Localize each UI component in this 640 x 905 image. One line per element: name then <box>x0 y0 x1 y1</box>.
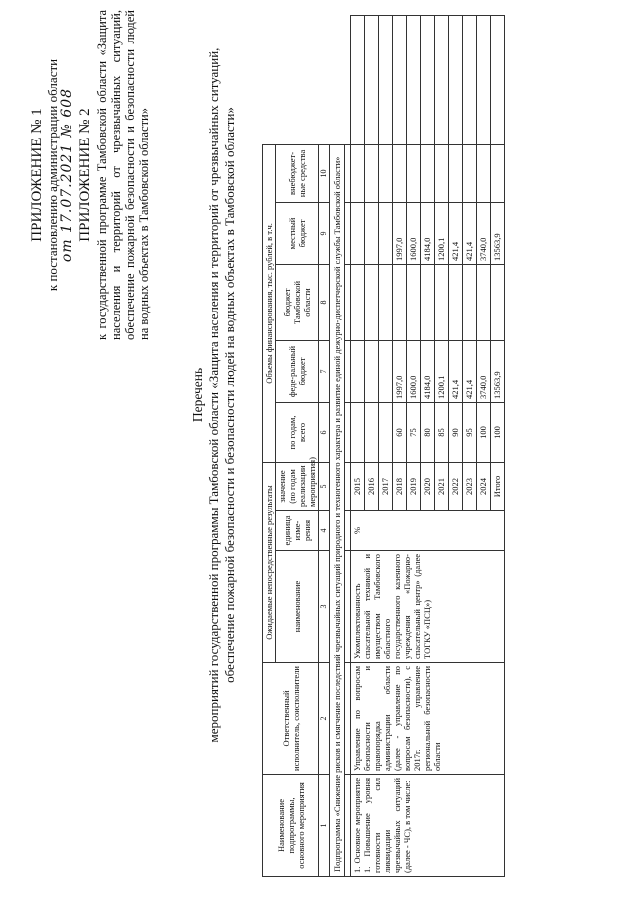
header-col10: внебюджет-ные средства <box>276 144 319 202</box>
measure-name: 1. Основное мероприятие 1. Повышение уровня готовности сил ликвидации чрезвычайных ситуаций (далее - ЧС), в том числе: <box>351 775 505 877</box>
cell-local <box>379 144 393 202</box>
appendix-title: ПРИЛОЖЕНИЕ № 1 <box>29 108 45 242</box>
cell-year: 2020 <box>421 462 435 510</box>
header-col2: Ответственный исполнитель, соисполнители <box>263 663 319 775</box>
col-number: 2 <box>319 663 330 775</box>
col-number: 10 <box>319 144 330 202</box>
header-col4: единица изме-рения <box>276 511 319 551</box>
cell-value: 90 <box>449 402 463 462</box>
cell-local <box>491 144 505 202</box>
header-results: Ожидаемые непосредственные результаты <box>263 462 276 662</box>
cell-extrabudget <box>351 16 365 145</box>
cell-extrabudget <box>477 16 491 145</box>
header-col5: значение (по годам реализации мероприятия) <box>276 462 319 510</box>
cell-year: 2022 <box>449 462 463 510</box>
title-line-1: Перечень <box>190 367 205 423</box>
cell-year: 2015 <box>351 462 365 510</box>
cell-federal <box>491 264 505 340</box>
cell-extrabudget <box>379 16 393 145</box>
cell-extrabudget <box>463 16 477 145</box>
cell-local <box>351 144 365 202</box>
cell-total: 421,4 <box>449 340 463 402</box>
cell-extrabudget <box>421 16 435 145</box>
appendix-text: к государственной программе Тамбовской области «Защита населения и территорий от чрезвычайных ситуаций, обеспечение пожарной безопасности и безопасности людей на водных объектах в Тамбовской области» <box>95 10 151 340</box>
cell-value: 80 <box>421 402 435 462</box>
col-number: 7 <box>319 340 330 402</box>
cell-total <box>351 340 365 402</box>
header-col8: бюджет Тамбовской области <box>276 264 319 340</box>
cell-local <box>449 144 463 202</box>
cell-total: 4184,0 <box>421 340 435 402</box>
cell-regional: 1600,0 <box>407 202 421 264</box>
document-title <box>190 25 238 765</box>
cell-value: 100 <box>477 402 491 462</box>
cell-total: 421,4 <box>463 340 477 402</box>
indicator-name: Укомплектованность спасательной техникой и имуществом Тамбовского областного государственного казенного учреждения «Пожарно-спасательный центр» (далее ТОГКУ «ПСЦ») <box>351 551 505 663</box>
cell-year: 2017 <box>379 462 393 510</box>
cell-year: 2021 <box>435 462 449 510</box>
appendix-handwritten-date: от 17.07.2021 № 608 <box>59 87 75 263</box>
cell-total: 1600,0 <box>407 340 421 402</box>
cell-extrabudget <box>393 16 407 145</box>
cell-total <box>365 340 379 402</box>
col-number: 4 <box>319 511 330 551</box>
cell-year: 2024 <box>477 462 491 510</box>
cell-federal <box>463 264 477 340</box>
cell-federal <box>421 264 435 340</box>
header-col1: Наименование подпрограммы, основного мероприятия <box>263 775 319 877</box>
cell-value: 60 <box>393 402 407 462</box>
cell-local <box>393 144 407 202</box>
cell-federal <box>477 264 491 340</box>
appendix-decree: к постановлению администрации области <box>45 58 60 292</box>
col-number: 6 <box>319 402 330 462</box>
cell-value: 100 <box>491 402 505 462</box>
cell-federal <box>435 264 449 340</box>
cell-total: 1997,0 <box>393 340 407 402</box>
cell-regional <box>379 202 393 264</box>
cell-regional: 421,4 <box>463 202 477 264</box>
cell-local <box>435 144 449 202</box>
header-row-1 <box>263 16 276 877</box>
cell-value: 75 <box>407 402 421 462</box>
header-col9: местный бюджет <box>276 202 319 264</box>
cell-year: 2016 <box>365 462 379 510</box>
measures-table <box>262 15 505 877</box>
header-col7: феде-ральный бюджет <box>276 340 319 402</box>
executor: Управление по вопросам безопасности и правопорядка администрации области (далее - управление по вопросам безопасности), с 2017г. управление региональной безопасности области <box>351 663 505 775</box>
cell-federal <box>379 264 393 340</box>
column-numbers-row <box>319 16 330 877</box>
cell-year: 2023 <box>463 462 477 510</box>
header-funding: Объемы финансирования, тыс. рублей, в т.ч. <box>263 144 276 462</box>
cell-federal <box>365 264 379 340</box>
col-number: 3 <box>319 551 330 663</box>
cell-year: 2019 <box>407 462 421 510</box>
col-number: 8 <box>319 264 330 340</box>
col-number: 5 <box>319 462 330 510</box>
cell-extrabudget <box>365 16 379 145</box>
subprogram-title: Подпрограмма «Снижение рисков и смягчение последствий чрезвычайных ситуаций природного и техногенного характера и развитие единой дежурно-диспетчерской службы Тамбовской области» <box>330 144 345 876</box>
table-row <box>351 16 365 877</box>
header-col3: наименование <box>276 551 319 663</box>
cell-local <box>463 144 477 202</box>
cell-total: 1200,1 <box>435 340 449 402</box>
cell-extrabudget <box>435 16 449 145</box>
cell-local <box>407 144 421 202</box>
col-number: 9 <box>319 202 330 264</box>
cell-value <box>365 402 379 462</box>
cell-regional: 3740,0 <box>477 202 491 264</box>
cell-regional: 1200,1 <box>435 202 449 264</box>
cell-total <box>379 340 393 402</box>
subprogram-row <box>330 16 345 877</box>
cell-regional: 4184,0 <box>421 202 435 264</box>
cell-local <box>477 144 491 202</box>
cell-regional: 1997,0 <box>393 202 407 264</box>
cell-year: Итого <box>491 462 505 510</box>
cell-extrabudget <box>449 16 463 145</box>
cell-regional <box>365 202 379 264</box>
cell-federal <box>407 264 421 340</box>
cell-total: 13563,9 <box>491 340 505 402</box>
cell-value: 95 <box>463 402 477 462</box>
cell-federal <box>351 264 365 340</box>
cell-extrabudget <box>491 16 505 145</box>
cell-federal <box>393 264 407 340</box>
title-line-2: мероприятий государственной программы Тамбовской области «Защита населения и территорий от чрезвычайных ситуаций, обеспечение пожарной безопасности и безопасности людей на водных объектах в Тамбовской области» <box>206 47 237 743</box>
cell-regional: 13563,9 <box>491 202 505 264</box>
header-col6: по годам, всего <box>276 402 319 462</box>
cell-regional <box>351 202 365 264</box>
cell-total: 3740,0 <box>477 340 491 402</box>
appendix-block <box>30 10 151 340</box>
col-number: 1 <box>319 775 330 877</box>
cell-local <box>365 144 379 202</box>
cell-federal <box>449 264 463 340</box>
table-body <box>351 16 505 877</box>
cell-extrabudget <box>407 16 421 145</box>
cell-local <box>421 144 435 202</box>
cell-value <box>351 402 365 462</box>
cell-value <box>379 402 393 462</box>
cell-year: 2018 <box>393 462 407 510</box>
indicator-unit: % <box>351 511 505 551</box>
cell-value: 85 <box>435 402 449 462</box>
appendix-title-2: ПРИЛОЖЕНИЕ № 2 <box>77 108 93 242</box>
cell-regional: 421,4 <box>449 202 463 264</box>
